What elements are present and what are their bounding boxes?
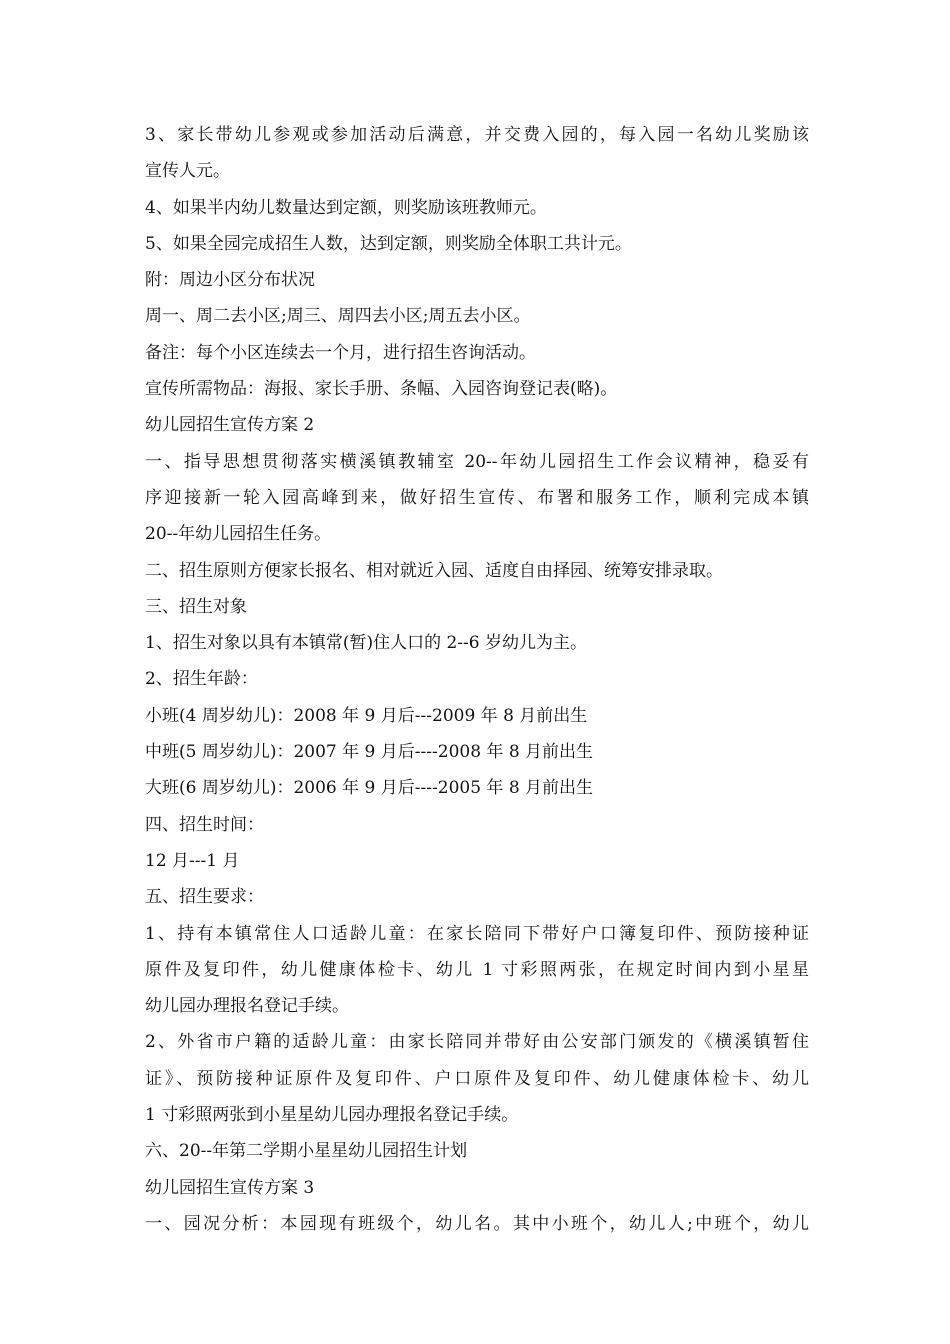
text-line: 幼儿园招生宣传方案 2	[145, 415, 315, 436]
text-line: 20--年幼儿园招生任务。	[145, 524, 332, 545]
text-line: 12 月---1 月	[145, 850, 240, 871]
text-line: 周一、周二去小区;周三、周四去小区;周五去小区。	[145, 306, 531, 327]
text-line: 5、如果全园完成招生人数，达到定额，则奖励全体职工共计元。	[145, 233, 632, 254]
text-line: 证》、预防接种证原件及复印件、户口原件及复印件、幼儿健康体检卡、幼儿	[145, 1068, 809, 1089]
text-line: 小班(4 周岁幼儿)：2008 年 9 月后---2009 年 8 月前出生	[145, 705, 588, 726]
text-line: 2、招生年龄：	[145, 669, 258, 690]
text-line: 大班(6 周岁幼儿)：2006 年 9 月后----2005 年 8 月前出生	[145, 778, 594, 799]
text-line: 2、外省市户籍的适龄儿童：由家长陪同并带好由公安部门颁发的《横溪镇暂住	[145, 1032, 809, 1053]
text-line: 六、20--年第二学期小星星幼儿园招生计划	[145, 1141, 468, 1162]
text-line: 备注：每个小区连续去一个月，进行招生咨询活动。	[145, 342, 536, 363]
text-line: 四、招生时间：	[145, 814, 264, 835]
text-line: 宣传所需物品：海报、家长手册、条幅、入园咨询登记表(略)。	[145, 379, 618, 400]
text-line: 五、招生要求：	[145, 887, 264, 908]
text-line: 原件及复印件，幼儿健康体检卡、幼儿 1 寸彩照两张，在规定时间内到小星星	[145, 959, 809, 980]
text-line: 1 寸彩照两张到小星星幼儿园办理报名登记手续。	[145, 1105, 519, 1126]
text-line: 三、招生对象	[145, 596, 247, 617]
text-line: 3、家长带幼儿参观或参加活动后满意，并交费入园的，每入园一名幼儿奖励该	[145, 125, 809, 145]
text-line: 一、园况分析：本园现有班级个，幼儿名。其中小班个，幼儿人;中班个，幼儿	[145, 1213, 809, 1234]
text-line: 中班(5 周岁幼儿)：2007 年 9 月后----2008 年 8 月前出生	[145, 742, 594, 763]
text-line: 序迎接新一轮入园高峰到来，做好招生宣传、布署和服务工作，顺利完成本镇	[145, 487, 809, 508]
text-line: 幼儿园招生宣传方案 3	[145, 1177, 315, 1198]
document-body	[145, 117, 809, 1242]
text-line: 二、招生原则方便家长报名、相对就近入园、适度自由择园、统筹安排录取。	[145, 560, 723, 581]
text-line: 附：周边小区分布状况	[145, 270, 315, 291]
text-line: 1、持有本镇常住人口适龄儿童：在家长陪同下带好户口簿复印件、预防接种证	[145, 923, 809, 944]
text-line: 宣传人元。	[145, 161, 230, 182]
text-line: 4、如果半内幼儿数量达到定额，则奖励该班教师元。	[145, 197, 547, 218]
text-line: 1、招生对象以具有本镇常(暂)住人口的 2--6 岁幼儿为主。	[145, 633, 588, 654]
text-line: 一、指导思想贯彻落实横溪镇教辅室 20--年幼儿园招生工作会议精神，稳妥有	[145, 451, 809, 472]
text-line: 幼儿园办理报名登记手续。	[145, 996, 349, 1017]
